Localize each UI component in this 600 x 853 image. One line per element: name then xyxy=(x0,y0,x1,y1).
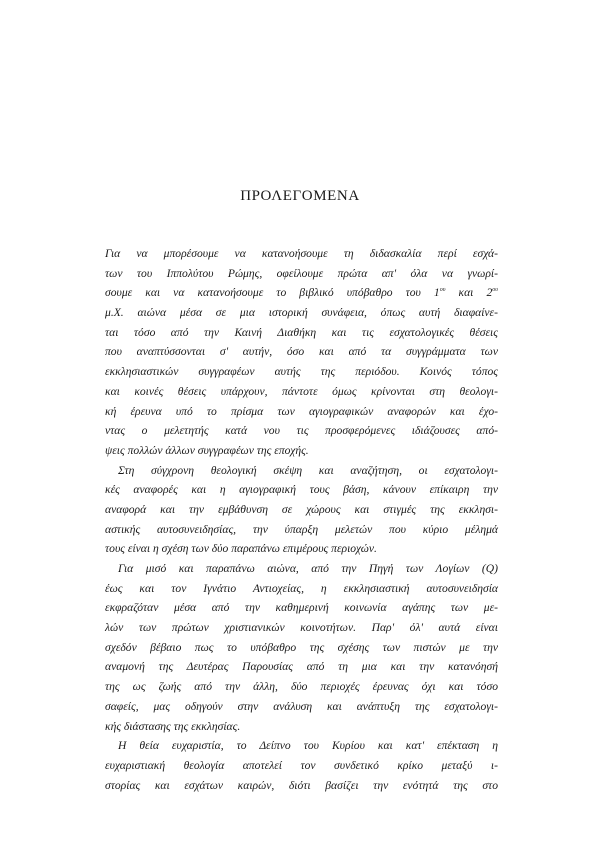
text-line: κή έρευνα υπό το πρίσμα των αγιογραφικών αναφορών και έχο- xyxy=(105,404,498,418)
text-line: εκκλησιαστικών συγγραφέων αυτής της περιόδου. Κοινός τόπος xyxy=(105,365,498,379)
text-line: ψεις πολλών άλλων συγγραφέων της εποχής. xyxy=(105,443,309,457)
text-line: μ.Χ. αιώνα μέσα σε μια ιστορική συνάφεια, όπως αυτή διαφαίνε- xyxy=(105,306,498,320)
text-line: σουμε και να κατανοήσουμε το βιβλικό υπόβαθρο του $1^{o\upsilon}$ και $2^{o\upsilon}$ xyxy=(105,286,499,300)
text-line: έως και τον Ιγνάτιο Αντιοχείας, η εκκλησιαστική αυτοσυνειδησία xyxy=(105,581,498,595)
text-line: ντας ο μελετητής κατά νου τις προσφερόμενες ιδιάζουσες από- xyxy=(105,424,498,438)
text-line: λών των πρώτων χριστιανικών κοινοτήτων. Παρ' όλ' αυτά είναι xyxy=(105,621,498,635)
text-line: σαφείς, μας οδηγούν στην ανάλυση και ανάπτυξη της εσχατολογι- xyxy=(105,699,498,713)
text-line: των του Ιππολύτου Ρώμης, οφείλουμε πρώτα απ' όλα να γνωρί- xyxy=(105,266,498,280)
text-line: Για να μπορέσουμε να κατανοήσουμε τη διδασκαλία περί εσχά- xyxy=(105,247,498,260)
paragraph xyxy=(105,559,498,736)
text-line: κής διάστασης της εκκλησίας. xyxy=(105,719,241,733)
text-line: Στη σύγχρονη θεολογική σκέψη και αναζήτηση, οι εσχατολογι- xyxy=(118,463,498,477)
text-line: ευχαριστιακή θεολογία αποτελεί τον συνδετικό κρίκο μεταξύ ι- xyxy=(105,758,498,772)
text-line: εκφραζόταν μέσα από την καθημερινή κοινωνία αγάπης των με- xyxy=(105,601,498,615)
body-text xyxy=(105,244,498,795)
text-line: αστικής αυτοσυνειδησίας, την ύπαρξη μελετών που κύριο μέλημά xyxy=(105,522,498,536)
text-line: και κοινές θέσεις υπάρχουν, πάντοτε όμως κρίνονται στη θεολογι- xyxy=(105,384,498,398)
text-line: τους είναι η σχέση των δύο παραπάνω επιμέρους περιοχών. xyxy=(105,542,377,556)
text-line: Για μισό και παραπάνω αιώνα, από την Πηγή των Λογίων (Q) xyxy=(118,562,498,575)
paragraph xyxy=(105,244,498,461)
text-line: στορίας και εσχάτων καιρών, διότι βασίζει την ενότητά της στο xyxy=(105,778,498,792)
paragraph xyxy=(105,736,498,795)
text-line: Η θεία ευχαριστία, το Δείπνο του Κυρίου και κατ' επέκταση η xyxy=(118,739,498,753)
text-line: που αναπτύσσονται σ' αυτήν, όσο και από τα συγγράμματα των xyxy=(105,345,498,359)
paragraph xyxy=(105,461,498,559)
chapter-title: ΠΡΟΛΕΓΟΜΕΝΑ xyxy=(240,188,360,204)
text-line: αναμονή της Δευτέρας Παρουσίας από τη μια και την κατανόησή xyxy=(105,660,498,674)
text-line: ται τόσο από την Καινή Διαθήκη και τις εσχατολογικές θέσεις xyxy=(105,325,498,339)
text-line: της ως ζωής από την άλλη, δύο περιοχές έρευνας όχι και τόσο xyxy=(105,680,498,694)
text-line: σχεδόν βέβαιο πως το υπόβαθρο της σχέσης των πιστών με την xyxy=(105,640,498,654)
text-line: αναφορά και την εμβάθυνση σε χώρους και στιγμές της εκκλησι- xyxy=(105,502,498,516)
text-line: κές αναφορές και η αγιογραφική τους βάση, κάνουν επίκαιρη την xyxy=(105,483,498,497)
